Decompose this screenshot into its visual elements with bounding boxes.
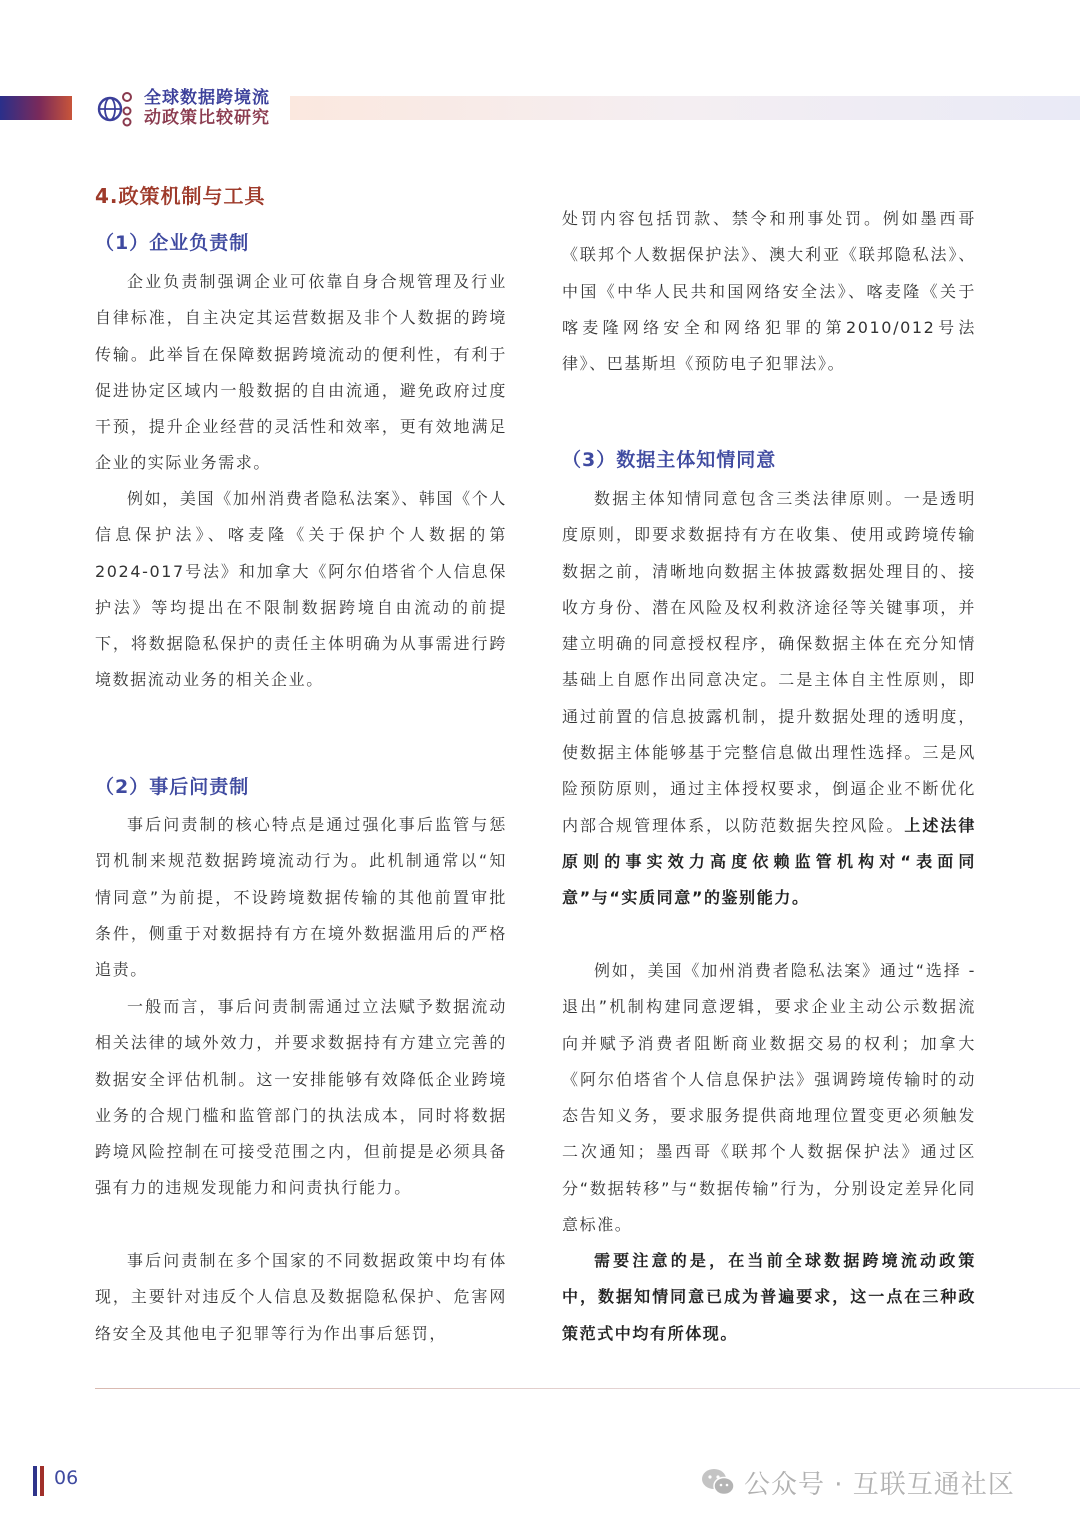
paragraph-text: 数据主体知情同意包含三类法律原则。一是透明度原则，即要求数据持有方在收集、使用或跨境传输数据之前，清晰地向数据主体披露数据处理目的、接收方身份、潜在风险及权利救济途径等关键事项，并建立明确的同意授权程序，确保数据主体在充分知情基础上自愿作出同意决定。二是主体自主性原则，即通过前置的信息披露机制，提升数据处理的透明度，使数据主体能够基于完整信息做出理性选择。三是风险预防原则，通过主体授权要求，倒逼企业不断优化内部合规管理体系，以防范数据失控风险。 — [562, 489, 976, 835]
watermark — [700, 1462, 1015, 1502]
subsection-title-1: （1）企业负责制 — [95, 232, 250, 254]
paragraph: 一般而言，事后问责制需通过立法赋予数据流动相关法律的域外效力，并要求数据持有方建立完善的数据安全评估机制。这一安排能够有效降低企业跨境业务的合规门槛和监管部门的执法成本，同时将数据跨境风险控制在可接受范围之内，但前提是必须具备强有力的违规发现能力和问责执行能力。 — [95, 997, 507, 1198]
subsection-title-3: （3）数据主体知情同意 — [562, 449, 777, 471]
paragraph: 事后问责制在多个国家的不同数据政策中均有体现，主要针对违反个人信息及数据隐私保护、危害网络安全及其他电子犯罪等行为作出事后惩罚， — [95, 1251, 507, 1343]
paragraph: 例如，美国《加州消费者隐私法案》、韩国《个人信息保护法》、喀麦隆《关于保护个人数据的第2024-017号法》和加拿大《阿尔伯塔省个人信息保护法》等均提出在不限制数据跨境自由流动的前提下，将数据隐私保护的责任主体明确为从事需进行跨境数据流动业务的相关企业。 — [95, 489, 507, 690]
watermark-text: 公众号 · 互联互通社区 — [744, 1469, 1015, 1500]
page-marker-bar — [40, 1466, 44, 1496]
subsection-title-2: （2）事后问责制 — [95, 776, 250, 798]
emphasis-paragraph: 需要注意的是，在当前全球数据跨境流动政策中，数据知情同意已成为普遍要求，这一点在三种政策范式中均有所体现。 — [562, 1251, 976, 1343]
report-title — [144, 88, 294, 128]
section-title: 4.政策机制与工具 — [95, 184, 266, 208]
emphasis-text: 上述法律原则的事实效力高度依赖监管机构对“表面同意”与“实质同意”的鉴别能力。 — [562, 815, 976, 908]
report-title-line2: 动政策比较研究 — [144, 108, 270, 128]
globe-logo-icon — [96, 88, 136, 128]
paragraph-with-emphasis — [562, 481, 976, 917]
paragraph: 处罚内容包括罚款、禁令和刑事处罚。例如墨西哥《联邦个人数据保护法》、澳大利亚《联邦隐私法》、中国《中华人民共和国网络安全法》、喀麦隆《关于喀麦隆网络安全和网络犯罪的第2010/012号法律》、巴基斯坦《预防电子犯罪法》。 — [562, 209, 976, 374]
footer-divider — [95, 1388, 1080, 1389]
paragraph: 企业负责制强调企业可依靠自身合规管理及行业自律标准，自主决定其运营数据及非个人数据的跨境传输。此举旨在保障数据跨境流动的便利性，有利于促进协定区域内一般数据的自由流通，避免政府过度干预，提升企业经营的灵活性和效率，更有效地满足企业的实际业务需求。 — [95, 272, 507, 473]
page-number: 06 — [54, 1467, 79, 1489]
paragraph: 例如，美国《加州消费者隐私法案》通过“选择 - 退出”机制构建同意逻辑，要求企业主动公示数据流向并赋予消费者阻断商业数据交易的权利；加拿大《阿尔伯塔省个人信息保护法》强调跨境传输时的动态告知义务，要求服务提供商地理位置变更必须触发二次通知；墨西哥《联邦个人数据保护法》通过区分“数据转移”与“数据传输”行为，分别设定差异化同意标准。 — [562, 961, 976, 1235]
report-title-line1: 全球数据跨境流 — [144, 88, 270, 108]
paragraph: 事后问责制的核心特点是通过强化事后监管与惩罚机制来规范数据跨境流动行为。此机制通常以“知情同意”为前提，不设跨境数据传输的其他前置审批条件，侧重于对数据持有方在境外数据滥用后的严格追责。 — [95, 815, 507, 980]
header-gradient-band — [290, 96, 1080, 120]
wechat-icon — [700, 1467, 736, 1497]
header-accent-bar — [0, 96, 72, 120]
page-marker-bar — [33, 1466, 37, 1496]
